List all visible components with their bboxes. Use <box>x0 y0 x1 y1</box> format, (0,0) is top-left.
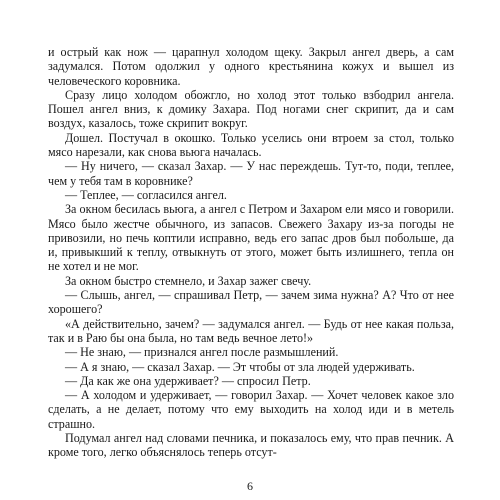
page-body <box>48 45 454 460</box>
paragraph: За окном бесилась вьюга, а ангел с Петром и Захаром ели мясо и говорили. Мясо было жестче обычного, из запасов. Свежего Захару из-за погоды не привозили, но печь коптили исправно, ведь его запас дров был побольше, да и, привыкший к теплу, отвыкнуть от этого, может быть излишнего, тепла он не хотел и не мог. <box>48 202 454 274</box>
paragraph: — А холодом и удерживает, — говорил Захар. — Хочет человек какое зло сделать, а не делает, потому что ему выходить на холод иди и в метель страшно. <box>48 388 454 431</box>
paragraph: Дошел. Постучал в окошко. Только уселись они втроем за стол, только мясо нарезали, как снова вьюга началась. <box>48 130 454 160</box>
paragraph: Сразу лицо холодом обожгло, но холод этот только взбодрил ангела. Пошел ангел вниз, к домику Захара. Под ногами снег скрипит, да и сам воздух, казалось, тоже скрипит вокруг. <box>48 87 454 131</box>
paragraph: За окном быстро стемнело, и Захар зажег свечу. <box>65 273 312 288</box>
paragraph: «А действительно, зачем? — задумался ангел. — Будь от нее какая польза, так и в Раю бы она была, но там ведь вечное лето!» <box>48 316 454 345</box>
paragraph: — Ну ничего, — сказал Захар. — У нас переждешь. Тут-то, поди, теплее, чем у тебя там в коровнике? <box>48 159 454 188</box>
paragraph: — Не знаю, — признался ангел после размышлений. <box>65 345 339 360</box>
paragraph: — Теплее, — согласился ангел. <box>65 187 227 202</box>
paragraph: — Слышь, ангел, — спрашивал Петр, — зачем зима нужна? А? Что от нее хорошего? <box>48 288 454 317</box>
page-number: 6 <box>247 479 253 493</box>
paragraph: — Да как же она удерживает? — спросил Петр. <box>65 373 311 388</box>
paragraph: Подумал ангел над словами печника, и показалось ему, что прав печник. А кроме того, легко объяснялось теперь отсут- <box>48 431 454 460</box>
paragraph: и острый как нож — царапнул холодом щеку. Закрыл ангел дверь, а сам задумался. Потом одолжил у одного крестьянина кожух и вышел из человеческого коровника. <box>48 45 454 88</box>
paragraph: — А я знаю, — сказал Захар. — Эт чтобы от зла людей удерживать. <box>65 359 415 374</box>
